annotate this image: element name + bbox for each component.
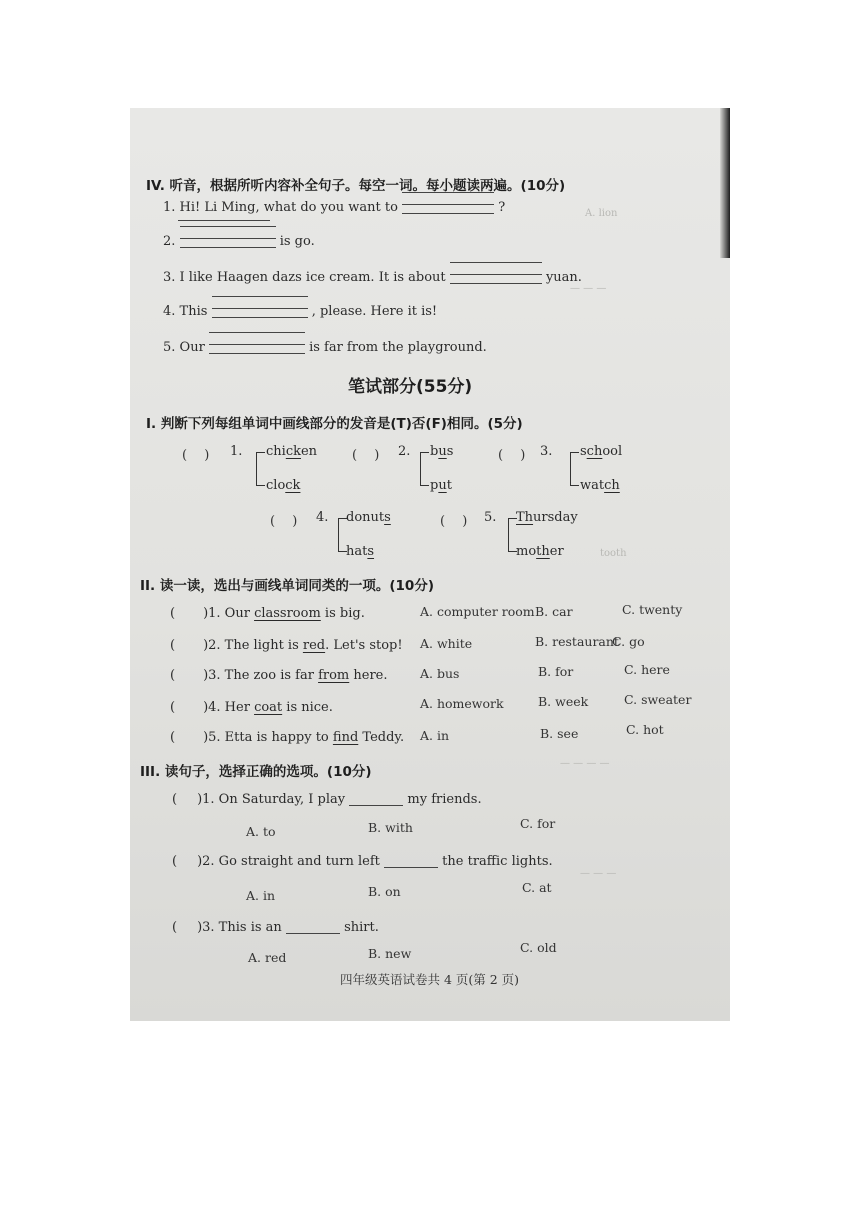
word-2: put — [430, 478, 452, 493]
answer-paren[interactable]: ( ) — [352, 448, 380, 463]
word-1: bus — [430, 444, 454, 459]
answer-blank[interactable] — [349, 797, 403, 807]
section-iii-header: III. 读句子，选择正确的选项。(10分) — [140, 764, 372, 780]
answer-blank[interactable] — [286, 925, 340, 935]
option-c[interactable]: C. sweater — [624, 692, 692, 707]
listening-item-4: 4. This , please. Here it is! — [163, 304, 437, 319]
option-c[interactable]: C. go — [612, 634, 645, 649]
option-b[interactable]: B. restaurant — [535, 634, 619, 649]
item-number: 1. — [230, 444, 243, 459]
option-b[interactable]: B. car — [535, 604, 573, 619]
answer-paren[interactable]: ( ) — [182, 448, 210, 463]
written-part-title: 笔试部分(55分) — [348, 377, 473, 397]
option-a[interactable]: A. bus — [420, 666, 460, 681]
option-c[interactable]: C. at — [522, 880, 552, 895]
answer-blank[interactable] — [450, 271, 542, 285]
listening-item-2: 2. is go. — [163, 234, 315, 249]
brace-bracket — [256, 452, 265, 486]
exam-page — [130, 108, 730, 1021]
brace-bracket — [420, 452, 429, 486]
page-edge-shadow — [720, 108, 730, 258]
option-a[interactable]: A. to — [246, 824, 276, 839]
option-a[interactable]: A. in — [420, 728, 450, 743]
brace-bracket — [570, 452, 579, 486]
option-c[interactable]: C. hot — [626, 722, 664, 737]
bleed-through: — — — — [580, 868, 617, 879]
option-c[interactable]: C. twenty — [622, 602, 683, 617]
option-b[interactable]: B. for — [538, 664, 574, 679]
option-b[interactable]: B. see — [540, 726, 579, 741]
question-row: ( )2. Go straight and turn left the traffic lights. — [172, 854, 553, 869]
option-a[interactable]: A. red — [248, 950, 287, 965]
question-row: ( )1. Our classroom is big. — [170, 606, 365, 621]
word-2: clock — [266, 478, 301, 493]
option-a[interactable]: A. white — [420, 636, 473, 651]
question-row: ( )2. The light is red. Let's stop! — [170, 638, 403, 653]
bleed-through: tooth — [600, 548, 627, 559]
listening-item-3: 3. I like Haagen dazs ice cream. It is about yuan. — [163, 270, 582, 285]
listening-item-1: 1. Hi! Li Ming, what do you want to ? — [163, 200, 505, 215]
word-1: Thursday — [516, 510, 578, 525]
question-row: ( )5. Etta is happy to find Teddy. — [170, 730, 405, 745]
answer-blank[interactable] — [209, 341, 305, 355]
question-row: ( )4. Her coat is nice. — [170, 700, 333, 715]
section-ii-header: II. 读一读，选出与画线单词同类的一项。(10分) — [140, 578, 435, 594]
answer-paren[interactable]: ( ) — [440, 514, 468, 529]
question-row: ( )3. This is an shirt. — [172, 920, 379, 935]
bleed-through: — — — — [570, 283, 607, 294]
option-c[interactable]: C. for — [520, 816, 556, 831]
option-b[interactable]: B. week — [538, 694, 589, 709]
page-footer: 四年级英语试卷共 4 页(第 2 页) — [340, 972, 520, 987]
bleed-through: A. lion — [585, 208, 618, 219]
item-number: 2. — [398, 444, 411, 459]
item-number: 4. — [316, 510, 329, 525]
answer-blank-extra — [178, 220, 270, 221]
option-c[interactable]: C. old — [520, 940, 557, 955]
answer-blank[interactable] — [212, 305, 308, 319]
option-a[interactable]: A. computer room — [420, 604, 535, 619]
option-a[interactable]: A. homework — [420, 696, 504, 711]
word-1: donuts — [346, 510, 391, 525]
question-row: ( )1. On Saturday, I play my friends. — [172, 792, 482, 807]
option-c[interactable]: C. here — [624, 662, 670, 677]
word-1: chicken — [266, 444, 318, 459]
answer-blank[interactable] — [402, 201, 494, 215]
bleed-through: — — — — — [560, 758, 610, 769]
listening-item-5: 5. Our is far from the playground. — [163, 340, 487, 355]
item-number: 5. — [484, 510, 497, 525]
option-b[interactable]: B. with — [368, 820, 413, 835]
word-2: watch — [580, 478, 620, 493]
answer-paren[interactable]: ( ) — [498, 448, 526, 463]
answer-blank[interactable] — [180, 235, 276, 249]
section-i-header: I. 判断下列每组单词中画线部分的发音是(T)否(F)相同。(5分) — [146, 416, 523, 432]
item-number: 3. — [540, 444, 553, 459]
option-b[interactable]: B. on — [368, 884, 401, 899]
option-a[interactable]: A. in — [246, 888, 276, 903]
word-2: hats — [346, 544, 375, 559]
word-1: school — [580, 444, 623, 459]
section-iv-header: IV. 听音，根据所听内容补全句子。每空一词。每小题读两遍。(10分) — [146, 178, 566, 194]
answer-paren[interactable]: ( ) — [270, 514, 298, 529]
word-2: mother — [516, 544, 564, 559]
answer-blank[interactable] — [384, 859, 438, 869]
option-b[interactable]: B. new — [368, 946, 412, 961]
question-row: ( )3. The zoo is far from here. — [170, 668, 388, 683]
